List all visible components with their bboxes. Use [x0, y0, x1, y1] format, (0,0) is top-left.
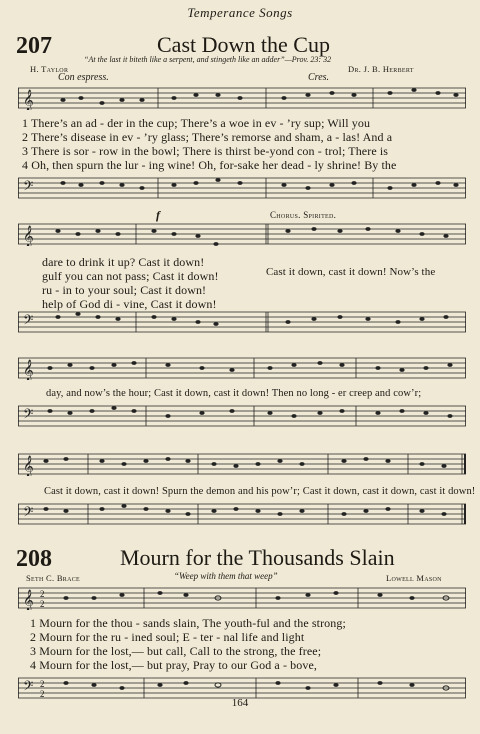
hymn-207-author: H. Taylor: [30, 64, 69, 74]
bass-staff: [18, 404, 466, 428]
hymn-208-author: Seth C. Brace: [26, 573, 81, 583]
svg-text:𝄞: 𝄞: [23, 590, 34, 610]
page-number: 164: [231, 697, 249, 709]
svg-text:2: 2: [40, 599, 45, 609]
treble-staff: [18, 586, 466, 610]
dynamic-marking-forte: f: [156, 208, 160, 222]
hymn-207-verse-4: 4 Oh, then spurn the lur - ing wine! Oh, for-sake her dead - ly shrine! By the: [22, 158, 397, 172]
hymn-208-verse-1: 1 Mourn for the thou - sands slain, The youth-ful and the strong;: [30, 616, 346, 630]
hymn-208-verse-3: 3 Mourn for the lost,— but call, Call to the strong, the free;: [30, 644, 322, 658]
treble-staff: [18, 356, 466, 380]
hymn-208-verse-4: 4 Mourn for the lost,— but pray, Pray to our God a - bove,: [30, 658, 317, 672]
svg-text:𝄞: 𝄞: [23, 90, 34, 110]
hymn-207-chorus-line-2: day, and now’s the hour; Cast it down, cast it down! Then no long - er creep and cow’r;: [46, 388, 422, 399]
hymn-207-refrain-line-2: gulf you can not pass; Cast it down!: [42, 269, 219, 283]
dynamic-marking-cres: Cres.: [308, 72, 330, 83]
hymn-207-number: 207: [16, 33, 52, 59]
treble-staff: [18, 86, 466, 110]
svg-text:2: 2: [40, 689, 45, 699]
hymn-208-composer: Lowell Mason: [386, 573, 442, 583]
hymn-208-verse-2: 2 Mourn for the ru - ined soul; E - ter - nal life and light: [30, 630, 305, 644]
svg-text:2: 2: [40, 589, 45, 599]
hymn-207-epigraph: “At the last it biteth like a serpent, and stingeth like an adder”—Prov. 23: 32: [84, 55, 332, 64]
svg-text:2: 2: [40, 679, 45, 689]
chorus-marking: Chorus. Spirited.: [270, 210, 337, 220]
hymn-207-title: Cast Down the Cup: [157, 32, 330, 57]
hymn-207-verse-3: 3 There is sor - row in the bowl; There is thirst be-yond con - trol; There is: [22, 144, 389, 158]
hymn-208-number: 208: [16, 546, 52, 572]
hymn-208-epigraph: “Weep with them that weep”: [174, 571, 278, 581]
svg-text:𝄢: 𝄢: [23, 314, 34, 331]
hymn-207-verse-2: 2 There’s disease in ev - ’ry glass; There’s remorse and sham, a - las! And a: [22, 130, 393, 144]
hymn-207-refrain-line-1: dare to drink it up? Cast it down!: [42, 255, 205, 269]
tempo-marking: Con espress.: [58, 72, 109, 83]
hymn-207-refrain-line-3: ru - in to your soul; Cast it down!: [42, 283, 207, 297]
treble-staff: [18, 452, 466, 476]
hymn-207-chorus-line-1: Cast it down, cast it down! Now’s the: [266, 266, 436, 278]
svg-text:𝄢: 𝄢: [23, 506, 34, 523]
hymn-207-chorus-line-3: Cast it down, cast it down! Spurn the demon and his pow’r; Cast it down, cast it down, cast it down!: [44, 486, 476, 497]
svg-text:𝄞: 𝄞: [23, 360, 34, 380]
hymn-207-verse-1: 1 There’s an ad - der in the cup; There’s a woe in ev - ’ry sup; Will you: [22, 116, 371, 130]
svg-text:𝄞: 𝄞: [23, 456, 34, 476]
bass-staff: [18, 176, 466, 200]
hymn-208-title: Mourn for the Thousands Slain: [120, 545, 395, 570]
bass-staff: [18, 310, 466, 334]
section-heading: Temperance Songs: [187, 5, 293, 20]
bass-staff: [18, 502, 466, 526]
svg-text:𝄢: 𝄢: [23, 180, 34, 197]
hymn-207-refrain-line-4: help of God di - vine, Cast it down!: [42, 297, 217, 311]
treble-staff: [18, 222, 466, 246]
hymn-207-composer: Dr. J. B. Herbert: [348, 64, 414, 74]
svg-text:𝄢: 𝄢: [23, 408, 34, 425]
svg-text:𝄞: 𝄞: [23, 226, 34, 246]
svg-text:𝄢: 𝄢: [23, 680, 34, 697]
